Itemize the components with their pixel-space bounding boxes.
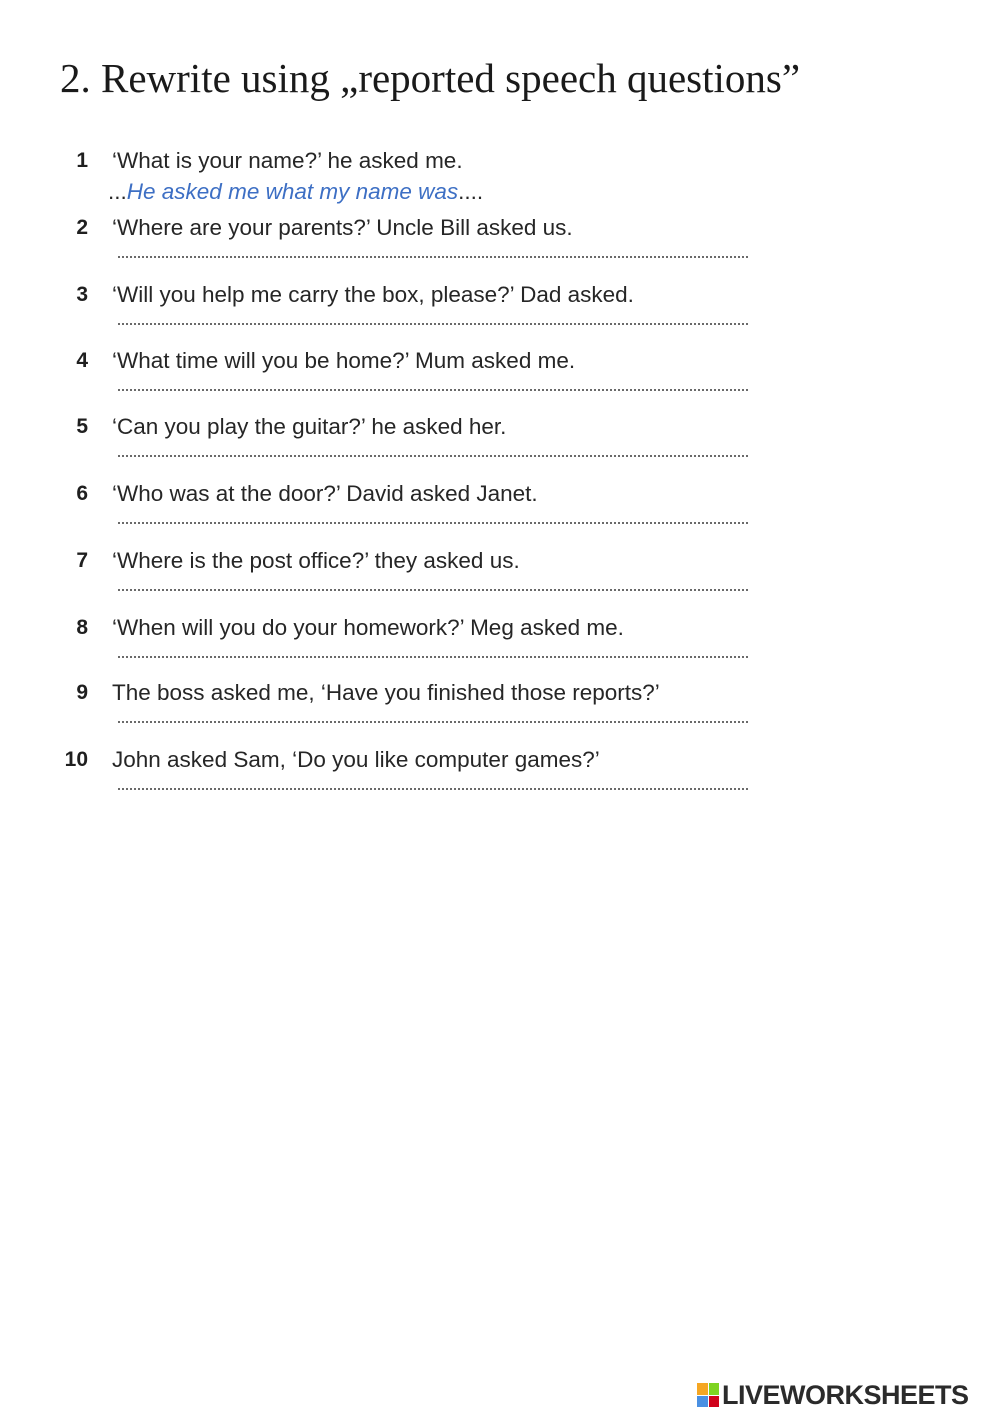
answer-line[interactable] xyxy=(118,323,748,325)
item-number: 10 xyxy=(64,748,88,771)
item-question: ‘Who was at the door?’ David asked Janet. xyxy=(112,481,538,506)
item-question: ‘Can you play the guitar?’ he asked her. xyxy=(112,414,507,439)
list-item xyxy=(0,416,1000,482)
answer-line[interactable] xyxy=(118,589,748,591)
item-question: ‘When will you do your homework?’ Meg asked me. xyxy=(112,615,624,640)
logo-square-2 xyxy=(709,1383,720,1395)
list-item xyxy=(0,550,1000,616)
logo-square-4 xyxy=(709,1396,720,1408)
example-answer xyxy=(108,181,483,204)
list-item xyxy=(0,217,1000,283)
item-number: 1 xyxy=(76,149,88,172)
item-number: 7 xyxy=(76,549,88,572)
item-number: 8 xyxy=(76,616,88,639)
liveworksheets-logo-icon xyxy=(697,1383,719,1407)
answer-line[interactable] xyxy=(118,656,748,658)
example-answer-suffix: .... xyxy=(458,179,484,204)
item-number: 9 xyxy=(76,681,88,704)
logo-square-3 xyxy=(697,1396,708,1408)
item-number: 5 xyxy=(76,415,88,438)
item-number: 6 xyxy=(76,482,88,505)
item-number: 2 xyxy=(76,216,88,239)
item-question: The boss asked me, ‘Have you finished those reports?’ xyxy=(112,680,660,705)
page-title: 2. Rewrite using „reported speech questions” xyxy=(60,55,801,101)
item-number: 3 xyxy=(76,283,88,306)
item-question: John asked Sam, ‘Do you like computer games?’ xyxy=(112,747,600,772)
item-question: ‘Will you help me carry the box, please?’ Dad asked. xyxy=(112,282,634,307)
list-item xyxy=(0,284,1000,350)
item-question: ‘What time will you be home?’ Mum asked me. xyxy=(112,348,576,373)
list-item xyxy=(0,617,1000,683)
list-item xyxy=(0,749,1000,815)
item-question: ‘Where is the post office?’ they asked us. xyxy=(112,548,520,573)
logo-square-1 xyxy=(697,1383,708,1395)
list-item xyxy=(0,682,1000,748)
answer-line[interactable] xyxy=(118,389,748,391)
item-question: ‘What is your name?’ he asked me. xyxy=(112,148,463,173)
answer-line[interactable] xyxy=(118,522,748,524)
item-number: 4 xyxy=(76,349,88,372)
answer-line[interactable] xyxy=(118,721,748,723)
example-item xyxy=(0,150,1000,216)
answer-line[interactable] xyxy=(118,788,748,790)
answer-line[interactable] xyxy=(118,256,748,258)
liveworksheets-logo[interactable] xyxy=(697,1380,969,1410)
answer-line[interactable] xyxy=(118,455,748,457)
example-answer-prefix: ... xyxy=(108,179,127,204)
example-answer-text: He asked me what my name was xyxy=(126,179,459,204)
list-item xyxy=(0,350,1000,416)
logo-text: LIVEWORKSHEETS xyxy=(722,1379,969,1410)
item-question: ‘Where are your parents?’ Uncle Bill asked us. xyxy=(112,215,573,240)
list-item xyxy=(0,483,1000,549)
